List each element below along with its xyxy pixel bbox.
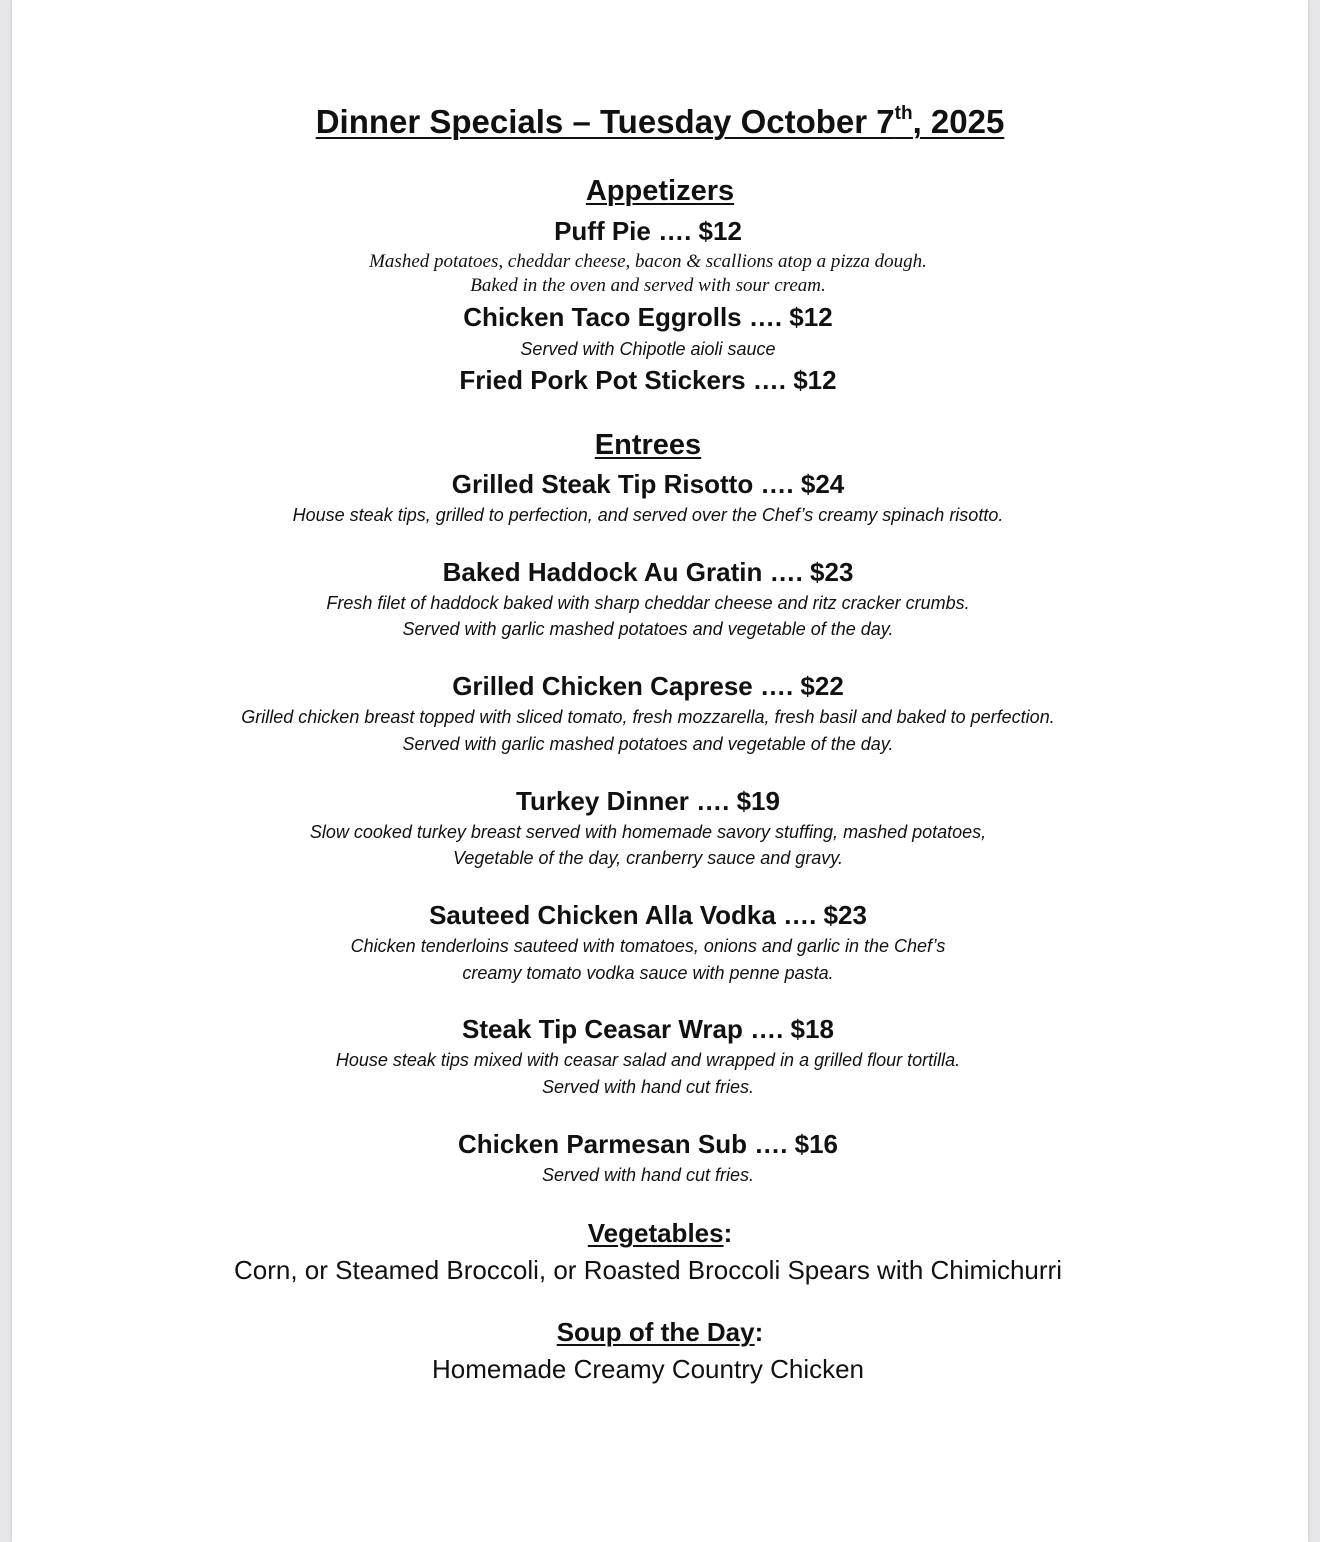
entree-item-name: Grilled Steak Tip Risotto …. $24 bbox=[451, 469, 845, 499]
entree-item-name: Turkey Dinner …. $19 bbox=[516, 786, 780, 816]
page-title bbox=[12, 102, 1308, 142]
appetizer-item-name: Chicken Taco Eggrolls …. $12 bbox=[463, 302, 833, 332]
entree-item-name: Grilled Chicken Caprese …. $22 bbox=[452, 671, 844, 701]
appetizer-item-name: Puff Pie …. $12 bbox=[554, 216, 742, 246]
vegetables-colon: : bbox=[723, 1218, 733, 1248]
appetizer-item-desc: Baked in the oven and served with sour cream. bbox=[470, 275, 826, 296]
entree-item-name: Baked Haddock Au Gratin …. $23 bbox=[442, 557, 854, 587]
appetizer-item-desc: Served with Chipotle aioli sauce bbox=[520, 339, 776, 359]
entree-item-desc: Served with hand cut fries. bbox=[541, 1077, 755, 1097]
appetizers-heading bbox=[12, 174, 1308, 208]
entree-item-desc: Served with hand cut fries. bbox=[541, 1165, 755, 1185]
entree-item-name: Sauteed Chicken Alla Vodka …. $23 bbox=[429, 900, 867, 930]
entree-item-desc: Chicken tenderloins sauteed with tomatoes, onions and garlic in the Chef’s bbox=[350, 936, 946, 956]
soup-text: Homemade Creamy Country Chicken bbox=[431, 1354, 865, 1384]
entree-item-desc: House steak tips mixed with ceasar salad and wrapped in a grilled flour tortilla. bbox=[335, 1050, 961, 1070]
entree-item-name: Steak Tip Ceasar Wrap …. $18 bbox=[462, 1014, 834, 1044]
entree-item-desc: Served with garlic mashed potatoes and vegetable of the day. bbox=[402, 734, 894, 754]
vegetables-text: Corn, or Steamed Broccoli, or Roasted Broccoli Spears with Chimichurri bbox=[234, 1255, 1062, 1285]
entree-item-desc: House steak tips, grilled to perfection, and served over the Chef’s creamy spinach risotto. bbox=[292, 505, 1004, 525]
entrees-heading-text: Entrees bbox=[594, 429, 702, 461]
entree-item-desc: Served with garlic mashed potatoes and vegetable of the day. bbox=[402, 619, 894, 639]
entree-item-desc: Slow cooked turkey breast served with homemade savory stuffing, mashed potatoes, bbox=[309, 822, 987, 842]
entrees-heading bbox=[0, 428, 1296, 462]
vegetables-heading bbox=[12, 1217, 1308, 1249]
entree-item-name: Chicken Parmesan Sub …. $16 bbox=[457, 1129, 839, 1159]
menu-page bbox=[12, 0, 1308, 1542]
appetizers-heading-text: Appetizers bbox=[585, 175, 735, 207]
entree-item-desc: Fresh filet of haddock baked with sharp cheddar cheese and ritz cracker crumbs. bbox=[326, 593, 970, 613]
vegetables-heading-text: Vegetables bbox=[587, 1218, 724, 1248]
soup-colon: : bbox=[754, 1317, 764, 1347]
title-main: Dinner Specials – Tuesday October 7 bbox=[315, 103, 895, 140]
entree-item-desc: Grilled chicken breast topped with sliced tomato, fresh mozzarella, fresh basil and baked to perfection. bbox=[241, 707, 1055, 727]
entree-item-desc: Vegetable of the day, cranberry sauce and gravy. bbox=[453, 848, 843, 868]
appetizer-item-desc: Mashed potatoes, cheddar cheese, bacon & scallions atop a pizza dough. bbox=[369, 251, 927, 272]
title-text bbox=[316, 103, 1005, 140]
soup-heading bbox=[12, 1316, 1308, 1348]
soup-heading-text: Soup of the Day bbox=[556, 1317, 755, 1347]
title-superscript: th bbox=[894, 103, 913, 124]
appetizer-item-name: Fried Pork Pot Stickers …. $12 bbox=[459, 365, 837, 395]
title-tail: , 2025 bbox=[912, 103, 1005, 140]
entree-item-desc: creamy tomato vodka sauce with penne pasta. bbox=[462, 963, 834, 983]
